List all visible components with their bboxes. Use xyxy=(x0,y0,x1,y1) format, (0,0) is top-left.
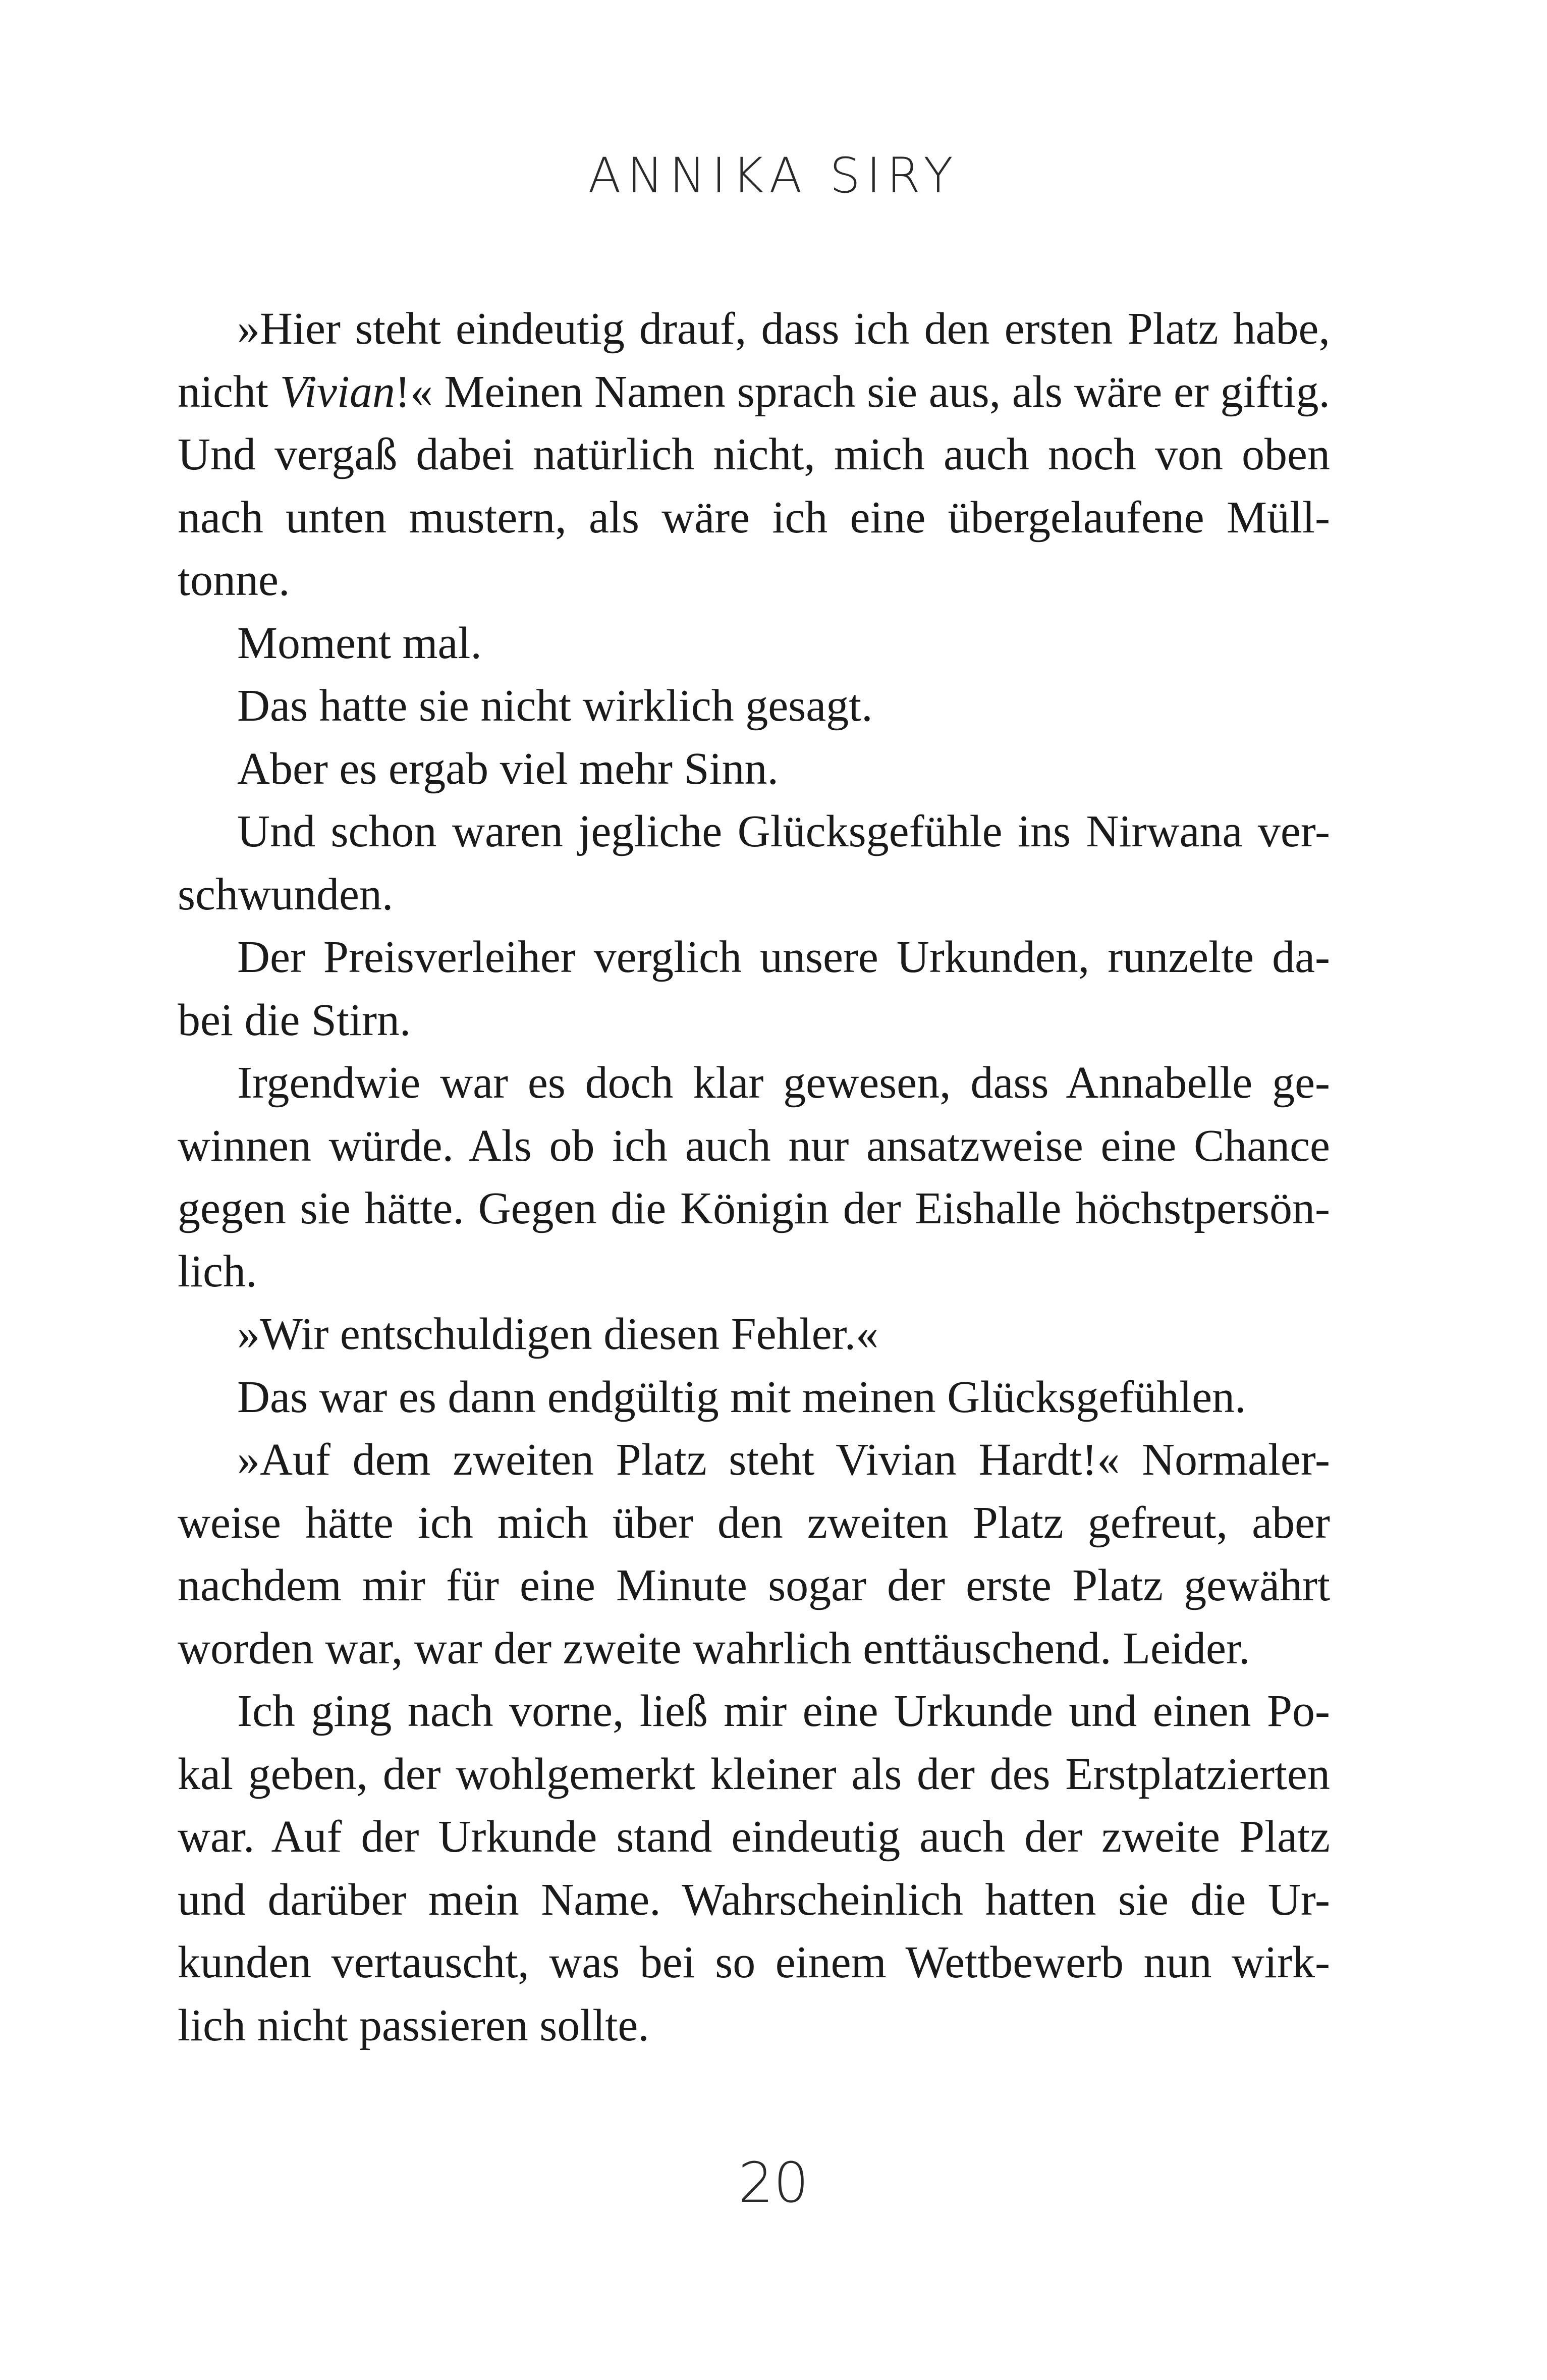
text-line: Und schon waren jegliche Glücksgefühle ins Nirwana ver- xyxy=(237,806,1330,856)
text-line: kal geben, der wohlgemerkt kleiner als der des Erstplatzierten xyxy=(178,1749,1330,1799)
text-line: Aber es ergab viel mehr Sinn. xyxy=(237,743,779,794)
text-line: »Auf dem zweiten Platz steht Vivian Hardt!« Normaler- xyxy=(237,1435,1330,1485)
text-line: tonne. xyxy=(178,555,290,605)
running-header-author: ANNIKA SIRY xyxy=(588,147,959,204)
text-line: weise hätte ich mich über den zweiten Platz gefreut, aber xyxy=(178,1497,1330,1548)
text-line: Moment mal. xyxy=(237,618,482,668)
text-line: Ich ging nach vorne, ließ mir eine Urkunde und einen Po- xyxy=(237,1686,1330,1736)
text-line: schwunden. xyxy=(178,869,394,919)
text-line: nach unten mustern, als wäre ich eine übergelaufene Müll- xyxy=(178,492,1330,543)
text-line: winnen würde. Als ob ich auch nur ansatzweise eine Chance xyxy=(178,1120,1330,1171)
text-line: lich. xyxy=(178,1246,257,1296)
text-line: nachdem mir für eine Minute sogar der erste Platz gewährt xyxy=(178,1560,1330,1610)
text-line: und darüber mein Name. Wahrscheinlich hatten sie die Ur- xyxy=(178,1874,1330,1925)
text-line: bei die Stirn. xyxy=(178,995,411,1045)
emphasis-name: Vivian xyxy=(280,366,395,417)
text-line: lich nicht passieren sollte. xyxy=(178,2000,649,2050)
text-line: »Wir entschuldigen diesen Fehler.« xyxy=(237,1309,879,1359)
text-line: Der Preisverleiher verglich unsere Urkunden, runzelte da- xyxy=(237,932,1330,982)
body-text xyxy=(178,298,1330,2057)
text-line: Irgendwie war es doch klar gewesen, dass Annabelle ge- xyxy=(237,1058,1330,1108)
text-line: Und vergaß dabei natürlich nicht, mich auch noch von oben xyxy=(178,429,1330,479)
text-line: Das war es dann endgültig mit meinen Glücksgefühlen. xyxy=(237,1372,1246,1422)
page-number: 20 xyxy=(738,2150,809,2215)
text-line: gegen sie hätte. Gegen die Königin der Eishalle höchstpersön- xyxy=(178,1183,1330,1233)
text-line: war. Auf der Urkunde stand eindeutig auch der zweite Platz xyxy=(178,1812,1330,1862)
text-line: worden war, war der zweite wahrlich enttäuschend. Leider. xyxy=(178,1623,1250,1673)
text-line: Das hatte sie nicht wirklich gesagt. xyxy=(237,681,873,731)
text-line: nicht Vivian!« Meinen Namen sprach sie aus, als wäre er giftig. xyxy=(178,366,1330,417)
text-line: kunden vertauscht, was bei so einem Wettbewerb nun wirk- xyxy=(178,1937,1330,1987)
text-line: »Hier steht eindeutig drauf, dass ich den ersten Platz habe, xyxy=(237,304,1330,354)
